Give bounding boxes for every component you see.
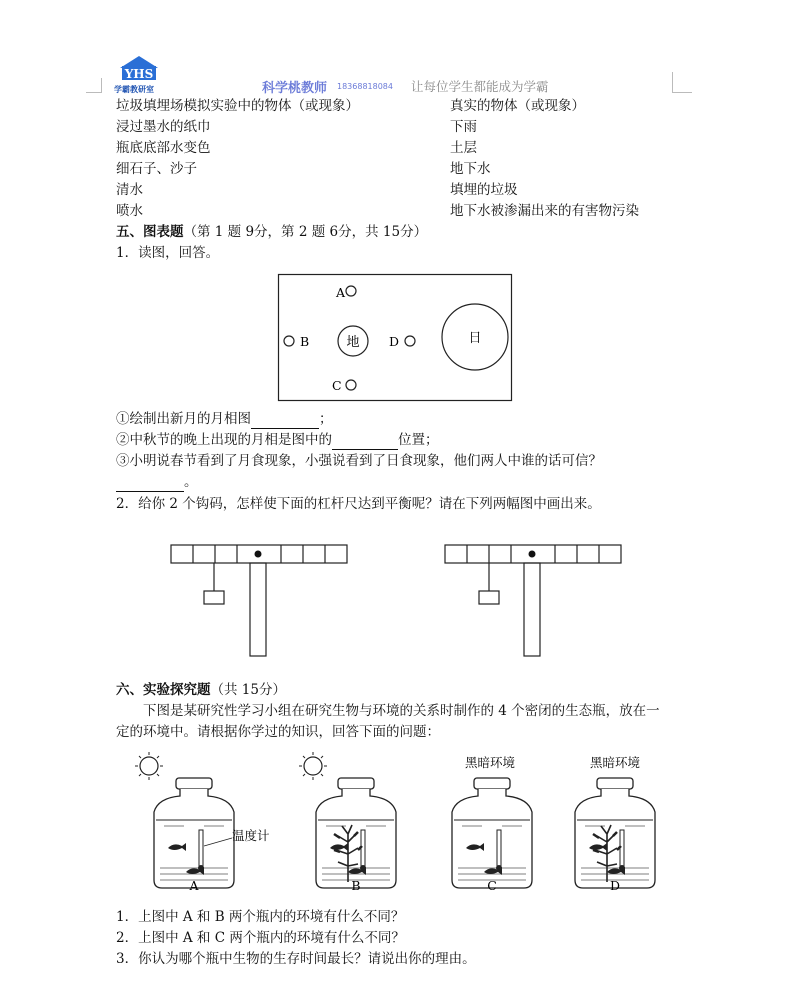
- answer-blank-eclipse[interactable]: [116, 477, 184, 492]
- section5-q2: 2．给你 2 个钩码，怎样使下面的杠杆尺达到平衡呢？请在下列两幅图中画出来。: [116, 496, 601, 512]
- section5-title: 五、图表题: [116, 224, 184, 240]
- answer-blank-mid-autumn[interactable]: [332, 435, 398, 450]
- diagram-label-d: D: [389, 334, 400, 349]
- ecosystem-jars-diagram: [120, 748, 680, 898]
- lever-diagram-left[interactable]: [168, 540, 350, 660]
- corner-mark-left: [86, 92, 102, 93]
- jar-label-c: C: [487, 878, 497, 893]
- diagram-label-b: B: [300, 334, 310, 349]
- comparison-left-item: 喷水: [116, 203, 143, 219]
- comparison-left-item: 浸过墨水的纸巾: [116, 119, 211, 135]
- comparison-left-item: 细石子、沙子: [116, 161, 197, 177]
- jar-label-b: B: [351, 878, 361, 893]
- lever-diagram-right[interactable]: [442, 540, 624, 660]
- diagram-label-sun: 日: [468, 331, 482, 346]
- comparison-right-item: 下雨: [450, 119, 477, 135]
- lever-pivot: [529, 551, 536, 558]
- section6-title: 六、实验探究题: [116, 682, 211, 698]
- thermometer-label: 温度计: [232, 828, 270, 843]
- answer-blank-new-moon[interactable]: [251, 414, 319, 429]
- section5-q1-sub1: [116, 409, 333, 429]
- comparison-right-item: 地下水: [450, 161, 491, 177]
- logo-subtitle: 学霸教研室: [114, 85, 154, 94]
- header-slogan: 让每位学生都能成为学霸: [411, 79, 549, 94]
- q1-sub2-text: ②中秋节的晚上出现的月相是图中的: [116, 432, 332, 448]
- lever-pivot: [255, 551, 262, 558]
- jar-label-d: D: [609, 878, 621, 893]
- section5-q1: 1．读图，回答。: [116, 245, 220, 261]
- header-phone: 18368818084: [337, 82, 393, 91]
- section6-score-note: （共 15分）: [210, 682, 286, 698]
- diagram-label-earth: 地: [346, 335, 360, 350]
- moon-position-a[interactable]: [346, 286, 356, 296]
- corner-mark-right: [672, 92, 692, 93]
- jar-label-a: A: [189, 878, 199, 893]
- section5-q1-sub3: ③小明说春节看到了月食现象，小强说看到了日食现象，他们两人中谁的话可信？: [116, 453, 602, 469]
- sun-icon: [135, 752, 163, 780]
- sun-icon: [299, 752, 327, 780]
- header-brand: 科学桃教师: [262, 81, 328, 96]
- section6-question-1: 1．上图中 A 和 B 两个瓶内的环境有什么不同？: [116, 909, 405, 925]
- section5-score-note: （第 1 题 9分，第 2 题 6分，共 15分）: [183, 224, 428, 240]
- comparison-left-header: 垃圾填埋场模拟实验中的物体（或现象）: [116, 98, 359, 114]
- comparison-left-item: 清水: [116, 182, 143, 198]
- section6-question-2: 2．上图中 A 和 C 两个瓶内的环境有什么不同？: [116, 930, 405, 946]
- diagram-label-c: C: [332, 378, 342, 393]
- q1-sub2-end: 位置；: [398, 432, 439, 448]
- dark-environment-label: 黑暗环境: [464, 755, 516, 770]
- dark-environment-label: 黑暗环境: [589, 755, 641, 770]
- moon-position-b[interactable]: [284, 336, 294, 346]
- q1-sub3-end: 。: [184, 474, 198, 490]
- moon-position-d[interactable]: [405, 336, 415, 346]
- section5-q1-sub2: [116, 430, 439, 450]
- comparison-right-item: 填埋的垃圾: [450, 182, 518, 198]
- logo-text: YHS: [124, 67, 154, 81]
- corner-mark-right-v: [672, 72, 673, 92]
- comparison-right-item: 土层: [450, 140, 477, 156]
- section5-q1-sub3-answer: [116, 472, 198, 492]
- jar-a: [154, 778, 234, 888]
- diagram-label-a: A: [336, 285, 346, 300]
- comparison-right-header: 真实的物体（或现象）: [450, 98, 585, 114]
- corner-mark-left-v: [101, 78, 102, 92]
- section6-intro-line1: 下图是某研究性学习小组在研究生物与环境的关系时制作的 4 个密闭的生态瓶，放在一: [143, 703, 660, 719]
- section6-heading: [116, 680, 286, 700]
- jar-c: [452, 778, 532, 888]
- comparison-right-item: 地下水被渗漏出来的有害物污染: [450, 203, 639, 219]
- comparison-left-item: 瓶底底部水变色: [116, 140, 211, 156]
- section6-intro-line2: 定的环境中。请根据你学过的知识，回答下面的问题：: [116, 724, 440, 740]
- section5-heading: [116, 222, 427, 242]
- section6-question-3: 3．你认为哪个瓶中生物的生存时间最长？请说出你的理由。: [116, 951, 476, 967]
- q1-sub1-text: ①绘制出新月的月相图: [116, 411, 251, 427]
- moon-phase-diagram: [276, 272, 516, 402]
- moon-position-c[interactable]: [346, 380, 356, 390]
- q1-sub1-end: ；: [319, 411, 333, 427]
